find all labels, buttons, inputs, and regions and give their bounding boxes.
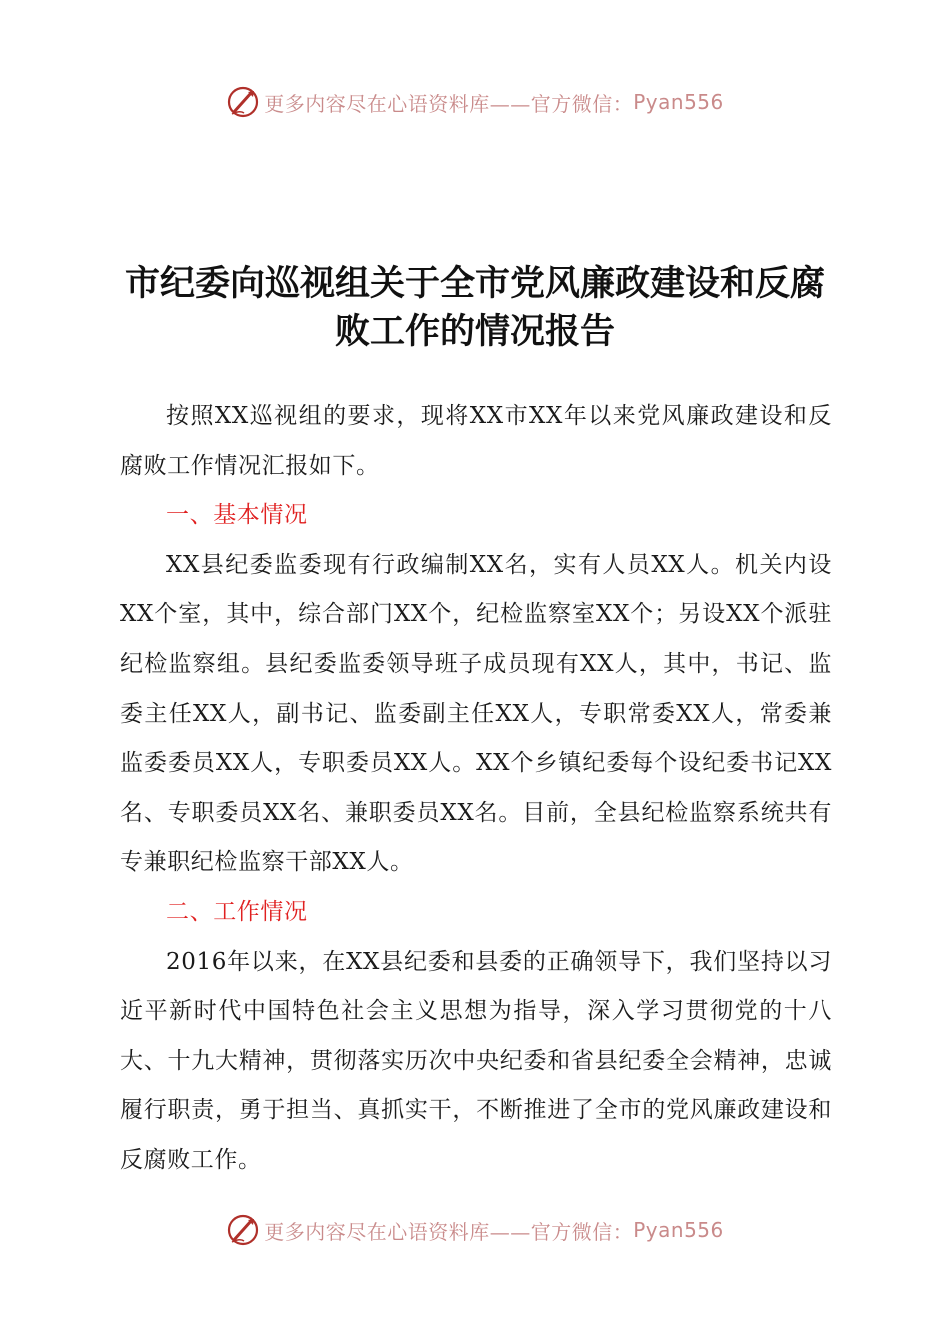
section-heading-basic-situation: 一、基本情况 bbox=[166, 502, 308, 529]
watermark-slogan: 更多内容尽在心语资料库——官方微信： bbox=[264, 1219, 634, 1244]
watermark-banner-top bbox=[0, 84, 950, 120]
section-heading-work-situation: 二、工作情况 bbox=[166, 898, 308, 925]
work-situation-paragraph: 2016年以来，在XX县纪委和县委的正确领导下，我们坚持以习近平新时代中国特色社会主义思想为指导，深入学习贯彻党的十八大、十九大精神，贯彻落实历次中央纪委和省县纪委全会精神，忠诚履行职责，勇于担当、真抓实干，不断推进了全市的党风廉政建设和反腐败工作。 bbox=[120, 948, 832, 1173]
basic-situation-paragraph: XX县纪委监委现有行政编制XX名，实有人员XX人。机关内设XX个室，其中，综合部门XX个，纪检监察室XX个；另设XX个派驻纪检监察组。县纪委监委领导班子成员现有XX人，其中，书记、监委主任XX人，副书记、监委副主任XX人，专职常委XX人，常委兼监委委员XX人，专职委员XX人。XX个乡镇纪委每个设纪委书记XX名、专职委员XX名、兼职委员XX名。目前，全县纪检监察系统共有专兼职纪检监察干部XX人。 bbox=[120, 551, 832, 876]
intro-paragraph: 按照XX巡视组的要求，现将XX市XX年以来党风廉政建设和反腐败工作情况汇报如下。 bbox=[120, 403, 832, 479]
watermark-wechat-id: Pyan556 bbox=[633, 1218, 724, 1242]
title-line-1: 市纪委向巡视组关于全市党风廉政建设和反腐 bbox=[124, 263, 825, 304]
pen-logo-icon bbox=[226, 85, 260, 119]
document-body bbox=[120, 392, 832, 1186]
title-line-2: 败工作的情况报告 bbox=[334, 311, 615, 352]
watermark-wechat-id: Pyan556 bbox=[633, 90, 724, 114]
watermark-banner-bottom bbox=[0, 1212, 950, 1248]
pen-logo-icon bbox=[226, 1213, 260, 1247]
document-title bbox=[110, 260, 840, 356]
watermark-slogan: 更多内容尽在心语资料库——官方微信： bbox=[264, 91, 634, 116]
